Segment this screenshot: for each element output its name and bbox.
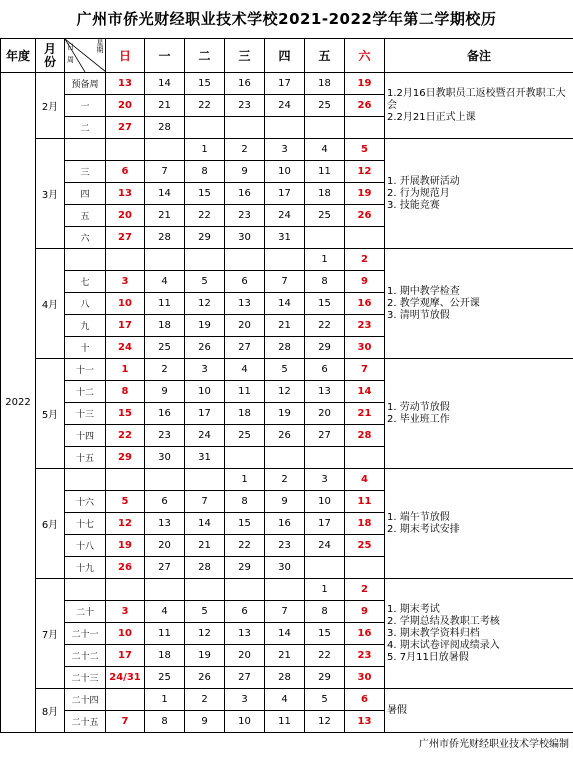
- day-cell: 5: [185, 601, 225, 623]
- week-cell: 二十四: [65, 689, 106, 711]
- note-line: 1. 开展教研活动: [387, 175, 460, 187]
- day-cell: 2: [225, 139, 265, 161]
- day-cell: 12: [345, 161, 385, 183]
- week-cell: 十九: [65, 557, 106, 579]
- day-cell: 4: [265, 689, 305, 711]
- week-cell: 三: [65, 161, 106, 183]
- day-cell: 4: [305, 139, 345, 161]
- notes-cell: [385, 689, 573, 733]
- day-cell: 10: [185, 381, 225, 403]
- day-cell: 16: [345, 293, 385, 315]
- note-line: 4. 期末试卷评阅成绩录入: [387, 639, 500, 651]
- table-row: [1, 73, 573, 95]
- day-cell: 11: [145, 293, 185, 315]
- day-cell: 3: [265, 139, 305, 161]
- day-cell: 6: [345, 689, 385, 711]
- week-cell: 二十: [65, 601, 106, 623]
- day-cell: 11: [145, 623, 185, 645]
- week-cell: 二十五: [65, 711, 106, 733]
- day-cell: 25: [305, 205, 345, 227]
- week-cell: 五: [65, 205, 106, 227]
- day-cell: 1: [106, 359, 145, 381]
- day-cell: 10: [106, 623, 145, 645]
- day-cell: 9: [145, 381, 185, 403]
- day-cell: [345, 227, 385, 249]
- day-cell: 10: [225, 711, 265, 733]
- day-cell: 6: [225, 601, 265, 623]
- note-line: 1. 期末考试: [387, 603, 440, 615]
- day-cell: 1: [225, 469, 265, 491]
- day-cell: 4: [345, 469, 385, 491]
- day-cell: 2: [345, 249, 385, 271]
- day-cell: 17: [106, 645, 145, 667]
- day-cell: 21: [145, 205, 185, 227]
- day-cell: 22: [305, 315, 345, 337]
- week-cell: 二: [65, 117, 106, 139]
- day-cell: [145, 249, 185, 271]
- day-cell: 14: [185, 513, 225, 535]
- day-cell: 17: [265, 73, 305, 95]
- day-cell: 23: [145, 425, 185, 447]
- day-cell: 18: [305, 183, 345, 205]
- month-cell: 7月: [36, 579, 65, 689]
- day-cell: 21: [145, 95, 185, 117]
- week-cell: 十: [65, 337, 106, 359]
- day-cell: 16: [345, 623, 385, 645]
- day-cell: 8: [225, 491, 265, 513]
- week-cell: 九: [65, 315, 106, 337]
- day-cell: 13: [106, 183, 145, 205]
- day-cell: 19: [185, 645, 225, 667]
- day-cell: 7: [185, 491, 225, 513]
- day-cell: 10: [106, 293, 145, 315]
- day-cell: [185, 117, 225, 139]
- day-cell: 17: [106, 315, 145, 337]
- day-cell: 1: [185, 139, 225, 161]
- day-cell: [345, 557, 385, 579]
- corner-weekday-label: 星期: [96, 39, 104, 54]
- day-cell: [265, 447, 305, 469]
- day-cell: 16: [225, 183, 265, 205]
- day-cell: 20: [305, 403, 345, 425]
- day-cell: 13: [345, 711, 385, 733]
- day-cell: 26: [265, 425, 305, 447]
- day-cell: [265, 249, 305, 271]
- day-cell: 4: [145, 601, 185, 623]
- day-cell: 30: [145, 447, 185, 469]
- day-cell: 13: [145, 513, 185, 535]
- month-cell: 5月: [36, 359, 65, 469]
- day-cell: 20: [106, 205, 145, 227]
- day-cell: 26: [185, 667, 225, 689]
- day-cell: 5: [106, 491, 145, 513]
- day-cell: [145, 139, 185, 161]
- day-cell: 16: [225, 73, 265, 95]
- day-cell: 30: [345, 667, 385, 689]
- day-cell: 10: [305, 491, 345, 513]
- day-cell: 7: [265, 601, 305, 623]
- calendar-table: [0, 38, 573, 733]
- day-cell: 18: [145, 645, 185, 667]
- day-cell: 15: [305, 623, 345, 645]
- day-cell: [265, 117, 305, 139]
- month-cell: 8月: [36, 689, 65, 733]
- day-cell: 29: [225, 557, 265, 579]
- day-cell: 27: [305, 425, 345, 447]
- day-cell: 15: [106, 403, 145, 425]
- corner-day-label: 日: [67, 43, 74, 51]
- day-cell: 1: [305, 579, 345, 601]
- day-cell: [106, 469, 145, 491]
- note-line: 1.2月16日教职员工返校暨召开教职工大会: [387, 87, 566, 111]
- header-day-3: 三: [225, 39, 265, 73]
- day-cell: 6: [225, 271, 265, 293]
- day-cell: 12: [106, 513, 145, 535]
- day-cell: 14: [145, 73, 185, 95]
- day-cell: 28: [265, 337, 305, 359]
- day-cell: 2: [345, 579, 385, 601]
- day-cell: [106, 139, 145, 161]
- week-cell: 十五: [65, 447, 106, 469]
- day-cell: 3: [106, 601, 145, 623]
- day-cell: [185, 249, 225, 271]
- day-cell: 21: [265, 315, 305, 337]
- week-cell: 一: [65, 95, 106, 117]
- note-line: 2. 教学观摩、公开课: [387, 297, 480, 309]
- day-cell: 11: [265, 711, 305, 733]
- day-cell: [305, 227, 345, 249]
- week-cell: [65, 469, 106, 491]
- day-cell: [106, 579, 145, 601]
- day-cell: [225, 579, 265, 601]
- day-cell: 21: [185, 535, 225, 557]
- day-cell: 28: [185, 557, 225, 579]
- day-cell: 5: [185, 271, 225, 293]
- note-line: 2. 期末考试安排: [387, 523, 460, 535]
- day-cell: 14: [265, 623, 305, 645]
- note-line: 1. 端午节放假: [387, 511, 450, 523]
- day-cell: 22: [106, 425, 145, 447]
- notes-cell: [385, 73, 573, 139]
- day-cell: 30: [265, 557, 305, 579]
- day-cell: 15: [305, 293, 345, 315]
- day-cell: 7: [145, 161, 185, 183]
- day-cell: 28: [345, 425, 385, 447]
- day-cell: 24/31: [106, 667, 145, 689]
- week-cell: 预备周: [65, 73, 106, 95]
- week-cell: 十八: [65, 535, 106, 557]
- day-cell: 12: [185, 623, 225, 645]
- day-cell: 9: [345, 271, 385, 293]
- day-cell: 23: [225, 95, 265, 117]
- day-cell: 23: [345, 315, 385, 337]
- table-row: [1, 579, 573, 601]
- day-cell: 6: [106, 161, 145, 183]
- note-line: 1. 期中教学检查: [387, 285, 460, 297]
- day-cell: 13: [305, 381, 345, 403]
- week-cell: 七: [65, 271, 106, 293]
- day-cell: [185, 469, 225, 491]
- header-corner: [65, 39, 106, 73]
- day-cell: 8: [305, 271, 345, 293]
- day-cell: 25: [225, 425, 265, 447]
- week-cell: 八: [65, 293, 106, 315]
- day-cell: 12: [185, 293, 225, 315]
- note-line: 暑假: [387, 704, 407, 716]
- note-line: 2. 毕业班工作: [387, 413, 450, 425]
- day-cell: 1: [145, 689, 185, 711]
- day-cell: 31: [185, 447, 225, 469]
- day-cell: 29: [185, 227, 225, 249]
- day-cell: 25: [305, 95, 345, 117]
- week-cell: 十六: [65, 491, 106, 513]
- day-cell: 7: [106, 711, 145, 733]
- day-cell: 6: [145, 491, 185, 513]
- table-row: [1, 689, 573, 711]
- footer-credit: 广州市侨光财经职业技术学校编制: [419, 739, 569, 750]
- day-cell: 17: [305, 513, 345, 535]
- day-cell: 14: [265, 293, 305, 315]
- day-cell: 19: [265, 403, 305, 425]
- week-cell: 十七: [65, 513, 106, 535]
- day-cell: 27: [106, 227, 145, 249]
- day-cell: 15: [225, 513, 265, 535]
- notes-cell: [385, 249, 573, 359]
- day-cell: 20: [225, 315, 265, 337]
- day-cell: 11: [305, 161, 345, 183]
- day-cell: [106, 249, 145, 271]
- week-cell: 四: [65, 183, 106, 205]
- note-line: 2. 学期总结及教职工考核: [387, 615, 500, 627]
- day-cell: 20: [225, 645, 265, 667]
- day-cell: 18: [145, 315, 185, 337]
- day-cell: 8: [185, 161, 225, 183]
- page-title: 广州市侨光财经职业技术学校2021-2022学年第二学期校历: [76, 10, 497, 28]
- header-day-0: 日: [106, 39, 145, 73]
- note-line: 3. 期末教学资料归档: [387, 627, 480, 639]
- note-line: 2.2月21日正式上课: [387, 111, 476, 123]
- day-cell: 24: [305, 535, 345, 557]
- day-cell: 22: [225, 535, 265, 557]
- month-cell: 3月: [36, 139, 65, 249]
- day-cell: 23: [265, 535, 305, 557]
- day-cell: 23: [345, 645, 385, 667]
- day-cell: 3: [185, 359, 225, 381]
- day-cell: 2: [145, 359, 185, 381]
- day-cell: 22: [185, 95, 225, 117]
- day-cell: 14: [145, 183, 185, 205]
- month-cell: 2月: [36, 73, 65, 139]
- week-cell: 十四: [65, 425, 106, 447]
- header-year: 年度: [1, 39, 36, 73]
- day-cell: 23: [225, 205, 265, 227]
- day-cell: [106, 689, 145, 711]
- day-cell: 5: [345, 139, 385, 161]
- day-cell: 3: [305, 469, 345, 491]
- day-cell: 26: [106, 557, 145, 579]
- day-cell: 5: [265, 359, 305, 381]
- day-cell: 18: [225, 403, 265, 425]
- day-cell: [225, 249, 265, 271]
- note-line: 2. 行为规范月: [387, 187, 450, 199]
- day-cell: 7: [345, 359, 385, 381]
- notes-cell: [385, 139, 573, 249]
- notes-cell: [385, 469, 573, 579]
- day-cell: 20: [145, 535, 185, 557]
- day-cell: 20: [106, 95, 145, 117]
- notes-cell: [385, 579, 573, 689]
- day-cell: 28: [265, 667, 305, 689]
- day-cell: 25: [145, 667, 185, 689]
- day-cell: 3: [225, 689, 265, 711]
- day-cell: [265, 579, 305, 601]
- day-cell: 6: [305, 359, 345, 381]
- week-cell: 十三: [65, 403, 106, 425]
- day-cell: 18: [345, 513, 385, 535]
- header-day-4: 四: [265, 39, 305, 73]
- table-row: [1, 359, 573, 381]
- day-cell: [305, 557, 345, 579]
- header-day-5: 五: [305, 39, 345, 73]
- day-cell: 5: [305, 689, 345, 711]
- day-cell: 24: [106, 337, 145, 359]
- day-cell: 4: [225, 359, 265, 381]
- table-row: [1, 249, 573, 271]
- day-cell: 28: [145, 117, 185, 139]
- note-line: 3. 清明节放假: [387, 309, 450, 321]
- day-cell: 3: [106, 271, 145, 293]
- day-cell: 9: [185, 711, 225, 733]
- day-cell: 8: [145, 711, 185, 733]
- day-cell: 31: [265, 227, 305, 249]
- day-cell: [305, 117, 345, 139]
- day-cell: 22: [185, 205, 225, 227]
- week-cell: [65, 139, 106, 161]
- day-cell: 27: [145, 557, 185, 579]
- day-cell: 2: [185, 689, 225, 711]
- week-cell: 二十二: [65, 645, 106, 667]
- day-cell: 16: [145, 403, 185, 425]
- day-cell: 26: [185, 337, 225, 359]
- day-cell: 25: [145, 337, 185, 359]
- header-day-2: 二: [185, 39, 225, 73]
- year-cell: 2022: [1, 73, 36, 733]
- day-cell: 19: [185, 315, 225, 337]
- day-cell: 8: [305, 601, 345, 623]
- day-cell: [345, 117, 385, 139]
- day-cell: 27: [106, 117, 145, 139]
- day-cell: 12: [305, 711, 345, 733]
- day-cell: 13: [225, 623, 265, 645]
- day-cell: 28: [145, 227, 185, 249]
- header-row: [1, 39, 573, 73]
- day-cell: 7: [265, 271, 305, 293]
- header-notes: 备注: [385, 39, 573, 73]
- day-cell: 19: [345, 183, 385, 205]
- day-cell: 11: [225, 381, 265, 403]
- day-cell: [185, 579, 225, 601]
- day-cell: 25: [345, 535, 385, 557]
- day-cell: 15: [185, 183, 225, 205]
- day-cell: 19: [345, 73, 385, 95]
- day-cell: [225, 447, 265, 469]
- day-cell: 21: [345, 403, 385, 425]
- day-cell: 24: [265, 95, 305, 117]
- day-cell: 17: [265, 183, 305, 205]
- day-cell: 13: [225, 293, 265, 315]
- day-cell: 26: [345, 95, 385, 117]
- day-cell: 10: [265, 161, 305, 183]
- day-cell: 29: [305, 667, 345, 689]
- header-day-1: 一: [145, 39, 185, 73]
- header-month: 月份: [36, 39, 65, 73]
- day-cell: 9: [225, 161, 265, 183]
- day-cell: 29: [305, 337, 345, 359]
- week-cell: 六: [65, 227, 106, 249]
- header-day-6: 六: [345, 39, 385, 73]
- week-cell: 十一: [65, 359, 106, 381]
- corner-week-label: 周: [67, 56, 74, 64]
- day-cell: 16: [265, 513, 305, 535]
- day-cell: 15: [185, 73, 225, 95]
- day-cell: [225, 117, 265, 139]
- week-cell: 十二: [65, 381, 106, 403]
- day-cell: 30: [345, 337, 385, 359]
- day-cell: 9: [345, 601, 385, 623]
- day-cell: 19: [106, 535, 145, 557]
- note-line: 3. 技能竞赛: [387, 199, 440, 211]
- day-cell: 27: [225, 337, 265, 359]
- day-cell: 1: [305, 249, 345, 271]
- day-cell: 9: [265, 491, 305, 513]
- day-cell: 11: [345, 491, 385, 513]
- day-cell: 2: [265, 469, 305, 491]
- day-cell: 29: [106, 447, 145, 469]
- week-cell: [65, 249, 106, 271]
- day-cell: [305, 447, 345, 469]
- week-cell: 二十一: [65, 623, 106, 645]
- day-cell: 24: [185, 425, 225, 447]
- day-cell: [145, 469, 185, 491]
- day-cell: 22: [305, 645, 345, 667]
- day-cell: [145, 579, 185, 601]
- day-cell: 26: [345, 205, 385, 227]
- day-cell: 8: [106, 381, 145, 403]
- day-cell: 14: [345, 381, 385, 403]
- month-cell: 6月: [36, 469, 65, 579]
- week-cell: 二十三: [65, 667, 106, 689]
- week-cell: [65, 579, 106, 601]
- day-cell: 12: [265, 381, 305, 403]
- note-line: 1. 劳动节放假: [387, 401, 450, 413]
- table-row: [1, 139, 573, 161]
- day-cell: 13: [106, 73, 145, 95]
- day-cell: 21: [265, 645, 305, 667]
- note-line: 5. 7月11日放暑假: [387, 651, 469, 663]
- table-row: [1, 469, 573, 491]
- day-cell: 17: [185, 403, 225, 425]
- day-cell: 27: [225, 667, 265, 689]
- day-cell: 4: [145, 271, 185, 293]
- notes-cell: [385, 359, 573, 469]
- day-cell: 18: [305, 73, 345, 95]
- month-cell: 4月: [36, 249, 65, 359]
- day-cell: [345, 447, 385, 469]
- day-cell: 30: [225, 227, 265, 249]
- day-cell: 24: [265, 205, 305, 227]
